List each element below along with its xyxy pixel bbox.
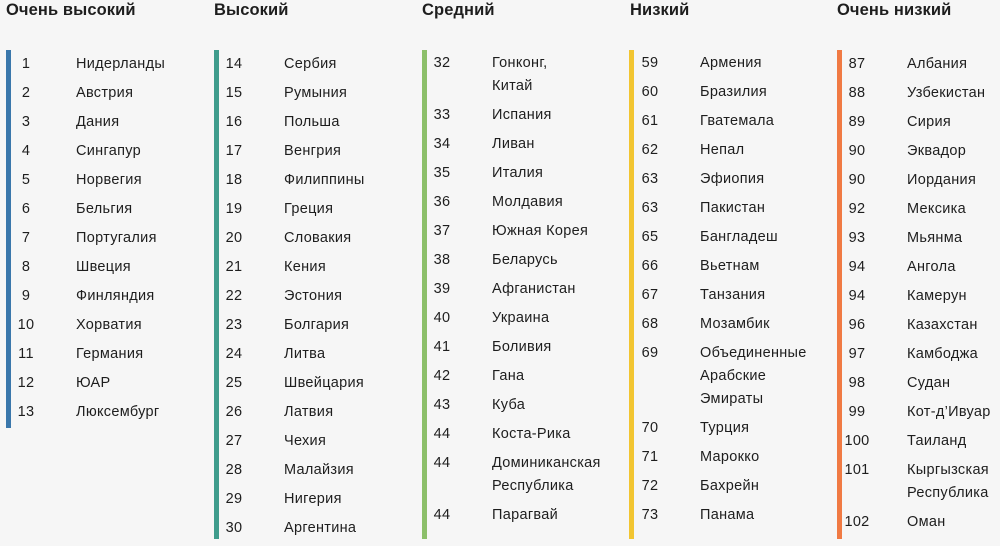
rank-number: 101 <box>844 462 870 478</box>
rank-number: 98 <box>848 375 866 391</box>
country-row <box>6 227 165 256</box>
country-name: Украина <box>492 310 550 326</box>
rank-number: 11 <box>18 346 34 362</box>
rank-number: 63 <box>641 171 659 187</box>
country-row <box>214 82 365 111</box>
country-name: Швейцария <box>284 375 365 391</box>
rank-number: 44 <box>433 426 451 442</box>
country-name: Мексика <box>907 201 966 217</box>
country-name: Таиланд <box>907 433 967 449</box>
country-row <box>837 430 991 459</box>
country-row <box>214 111 365 140</box>
country-name: Оман <box>907 514 946 530</box>
country-row <box>630 197 807 226</box>
country-name: Ангола <box>907 259 956 275</box>
country-row <box>630 52 807 81</box>
country-name: Италия <box>492 165 544 181</box>
rank-number: 36 <box>433 194 451 210</box>
rank-number: 40 <box>433 310 451 326</box>
rank-number: 65 <box>641 229 659 245</box>
country-name: Бельгия <box>76 201 133 217</box>
country-row <box>837 285 991 314</box>
rank-number: 88 <box>848 85 866 101</box>
rank-number: 102 <box>844 514 870 530</box>
country-name: Южная Корея <box>492 223 589 239</box>
rank-number: 70 <box>641 420 659 436</box>
country-name: Чехия <box>284 433 327 449</box>
country-name: Португалия <box>76 230 157 246</box>
rank-number: 44 <box>433 455 451 471</box>
country-row <box>422 365 601 394</box>
country-row <box>214 372 365 401</box>
country-name: Непал <box>700 142 745 158</box>
country-name: Польша <box>284 114 340 130</box>
country-row <box>837 227 991 256</box>
country-row <box>214 285 365 314</box>
rank-number: 44 <box>433 507 451 523</box>
country-name: Филиппины <box>284 172 365 188</box>
country-name: Аргентина <box>284 520 357 536</box>
rank-number: 34 <box>433 136 451 152</box>
country-row <box>422 452 601 504</box>
rank-number: 94 <box>848 259 866 275</box>
country-name: Турция <box>700 420 750 436</box>
country-name: Сербия <box>284 56 337 72</box>
country-name: Куба <box>492 397 526 413</box>
country-row <box>630 81 807 110</box>
rank-number: 92 <box>848 201 866 217</box>
country-name: Марокко <box>700 449 760 465</box>
rank-number: 59 <box>641 55 659 71</box>
country-row <box>422 249 601 278</box>
rank-number: 22 <box>225 288 243 304</box>
country-row <box>214 517 365 546</box>
country-row <box>214 488 365 517</box>
country-name: Гана <box>492 368 525 384</box>
country-name: Латвия <box>284 404 334 420</box>
rank-number: 7 <box>21 230 31 246</box>
country-name: Доминиканская <box>492 455 601 471</box>
country-name: Судан <box>907 375 951 391</box>
country-name: Эфиопия <box>700 171 765 187</box>
country-name: Испания <box>492 107 552 123</box>
country-row <box>837 53 991 82</box>
country-name: Люксембург <box>76 404 160 420</box>
country-name: Дания <box>76 114 120 130</box>
rank-number: 25 <box>225 375 243 391</box>
country-name: Болгария <box>284 317 350 333</box>
country-row <box>422 504 601 533</box>
country-row <box>630 255 807 284</box>
country-row <box>630 504 807 533</box>
country-name: Норвегия <box>76 172 142 188</box>
country-row <box>422 336 601 365</box>
country-row <box>214 169 365 198</box>
country-name: Вьетнам <box>700 258 760 274</box>
country-row <box>422 162 601 191</box>
country-row <box>6 256 165 285</box>
rank-number: 42 <box>433 368 451 384</box>
rank-number: 17 <box>225 143 243 159</box>
country-row <box>837 111 991 140</box>
rank-number: 33 <box>433 107 451 123</box>
country-row <box>6 314 165 343</box>
country-name: Пакистан <box>700 200 766 216</box>
rank-number: 94 <box>848 288 866 304</box>
rank-number: 29 <box>225 491 243 507</box>
country-row <box>422 307 601 336</box>
country-row <box>214 256 365 285</box>
country-name: Бахрейн <box>700 478 760 494</box>
country-name: Бангладеш <box>700 229 778 245</box>
column-title: Очень высокий <box>6 1 136 19</box>
rank-number: 4 <box>21 143 31 159</box>
country-name: Эмираты <box>700 391 764 407</box>
rank-number: 18 <box>225 172 243 188</box>
column-5 <box>837 0 1000 539</box>
country-row <box>630 342 807 417</box>
rank-number: 61 <box>641 113 659 129</box>
column-title: Средний <box>422 1 495 19</box>
rank-number: 28 <box>225 462 243 478</box>
country-name: Бразилия <box>700 84 768 100</box>
country-name: Гватемала <box>700 113 775 129</box>
country-list <box>630 52 807 533</box>
rank-number: 69 <box>641 345 659 361</box>
rank-number: 99 <box>848 404 866 420</box>
rank-number: 100 <box>844 433 870 449</box>
country-name: Иордания <box>907 172 977 188</box>
country-list <box>422 52 601 533</box>
country-row <box>837 372 991 401</box>
country-row <box>214 53 365 82</box>
country-row <box>630 168 807 197</box>
country-row <box>837 343 991 372</box>
country-row <box>630 139 807 168</box>
country-row <box>422 220 601 249</box>
country-name: Армения <box>700 55 762 71</box>
country-name: Эквадор <box>907 143 967 159</box>
rank-number: 32 <box>433 55 451 71</box>
country-row <box>837 169 991 198</box>
country-name: Австрия <box>76 85 134 101</box>
rank-number: 62 <box>641 142 659 158</box>
country-name: Литва <box>284 346 326 362</box>
rank-number: 97 <box>848 346 866 362</box>
country-name: Сингапур <box>76 143 142 159</box>
rank-number: 60 <box>641 84 659 100</box>
rank-number: 24 <box>225 346 243 362</box>
country-name: Панама <box>700 507 755 523</box>
rank-number: 90 <box>848 143 866 159</box>
country-row <box>630 226 807 255</box>
country-name: Узбекистан <box>907 85 986 101</box>
rank-number: 66 <box>641 258 659 274</box>
country-name: Камбоджа <box>907 346 978 362</box>
country-row <box>6 372 165 401</box>
country-row <box>630 110 807 139</box>
country-name: Ливан <box>492 136 535 152</box>
country-name: Арабские <box>700 368 767 384</box>
rank-number: 43 <box>433 397 451 413</box>
country-row <box>214 227 365 256</box>
country-name: Объединенные <box>700 345 807 361</box>
country-name: Китай <box>492 78 533 94</box>
country-name: Мьянма <box>907 230 963 246</box>
rank-number: 67 <box>641 287 659 303</box>
rank-number: 37 <box>433 223 451 239</box>
country-row <box>6 82 165 111</box>
country-name: Молдавия <box>492 194 564 210</box>
column-2 <box>214 0 414 539</box>
rank-number: 13 <box>17 404 35 420</box>
country-name: Нигерия <box>284 491 342 507</box>
country-name: ЮАР <box>76 375 111 391</box>
rank-number: 38 <box>433 252 451 268</box>
country-name: Сирия <box>907 114 952 130</box>
rank-number: 2 <box>21 85 31 101</box>
country-row <box>630 475 807 504</box>
rank-number: 72 <box>641 478 659 494</box>
rank-number: 1 <box>21 56 31 72</box>
country-name: Республика <box>907 485 989 501</box>
rank-number: 5 <box>21 172 31 188</box>
country-row <box>6 401 165 430</box>
country-row <box>422 278 601 307</box>
rank-number: 87 <box>848 56 866 72</box>
column-1 <box>6 0 206 539</box>
country-row <box>422 104 601 133</box>
country-row <box>630 417 807 446</box>
country-row <box>214 459 365 488</box>
country-row <box>422 394 601 423</box>
rank-number: 23 <box>225 317 243 333</box>
country-row <box>214 314 365 343</box>
country-row <box>214 140 365 169</box>
country-name: Боливия <box>492 339 552 355</box>
country-list <box>6 53 165 430</box>
country-name: Кыргызская <box>907 462 989 478</box>
rank-number: 19 <box>225 201 243 217</box>
rank-number: 68 <box>641 316 659 332</box>
country-name: Венгрия <box>284 143 342 159</box>
country-row <box>837 401 991 430</box>
country-list <box>837 53 991 540</box>
country-row <box>214 343 365 372</box>
country-row <box>422 423 601 452</box>
rank-number: 63 <box>641 200 659 216</box>
rank-number: 35 <box>433 165 451 181</box>
country-row <box>6 285 165 314</box>
rank-number: 90 <box>848 172 866 188</box>
rank-number: 9 <box>21 288 31 304</box>
country-name: Казахстан <box>907 317 978 333</box>
country-name: Кения <box>284 259 326 275</box>
rank-number: 14 <box>225 56 243 72</box>
column-4 <box>630 0 830 539</box>
country-row <box>630 446 807 475</box>
rank-number: 73 <box>641 507 659 523</box>
country-row <box>837 140 991 169</box>
country-row <box>837 256 991 285</box>
country-name: Словакия <box>284 230 352 246</box>
country-row <box>837 459 991 511</box>
country-name: Нидерланды <box>76 56 166 72</box>
country-row <box>214 401 365 430</box>
rank-number: 41 <box>433 339 451 355</box>
country-name: Камерун <box>907 288 967 304</box>
country-name: Парагвай <box>492 507 559 523</box>
country-list <box>214 53 365 546</box>
rank-number: 3 <box>21 114 31 130</box>
country-row <box>6 140 165 169</box>
country-row <box>6 198 165 227</box>
country-row <box>6 343 165 372</box>
country-row <box>6 53 165 82</box>
country-row <box>837 82 991 111</box>
rank-number: 30 <box>225 520 243 536</box>
rank-number: 8 <box>21 259 31 275</box>
country-name: Швеция <box>76 259 131 275</box>
country-name: Германия <box>76 346 144 362</box>
rank-number: 15 <box>225 85 243 101</box>
country-row <box>837 198 991 227</box>
country-name: Финляндия <box>76 288 155 304</box>
country-row <box>837 314 991 343</box>
country-name: Афганистан <box>492 281 576 297</box>
country-name: Мозамбик <box>700 316 770 332</box>
rank-number: 27 <box>225 433 243 449</box>
rank-number: 26 <box>225 404 243 420</box>
country-name: Беларусь <box>492 252 558 268</box>
rank-number: 10 <box>17 317 35 333</box>
country-name: Албания <box>907 56 968 72</box>
country-row <box>422 133 601 162</box>
country-name: Хорватия <box>76 317 142 333</box>
rank-number: 39 <box>433 281 451 297</box>
rank-number: 96 <box>848 317 866 333</box>
country-row <box>630 313 807 342</box>
rank-number: 21 <box>225 259 243 275</box>
rank-number: 6 <box>21 201 31 217</box>
country-name: Малайзия <box>284 462 354 478</box>
column-title: Высокий <box>214 1 289 19</box>
country-row <box>837 511 991 540</box>
rank-number: 71 <box>641 449 659 465</box>
country-row <box>630 284 807 313</box>
country-name: Греция <box>284 201 334 217</box>
column-3 <box>422 0 622 539</box>
country-row <box>6 111 165 140</box>
rank-number: 16 <box>225 114 243 130</box>
country-row <box>422 191 601 220</box>
rank-number: 20 <box>225 230 243 246</box>
country-name: Эстония <box>284 288 343 304</box>
country-name: Коста-Рика <box>492 426 571 442</box>
country-row <box>214 198 365 227</box>
column-title: Низкий <box>630 1 690 19</box>
country-name: Танзания <box>700 287 766 303</box>
country-row <box>6 169 165 198</box>
country-name: Кот-д’Ивуар <box>907 404 991 420</box>
country-row <box>422 52 601 104</box>
rank-number: 93 <box>848 230 866 246</box>
rank-number: 12 <box>17 375 35 391</box>
country-name: Гонконг, <box>492 55 548 71</box>
rank-number: 89 <box>848 114 866 130</box>
country-row <box>214 430 365 459</box>
country-name: Румыния <box>284 85 348 101</box>
column-title: Очень низкий <box>837 1 952 19</box>
country-name: Республика <box>492 478 574 494</box>
